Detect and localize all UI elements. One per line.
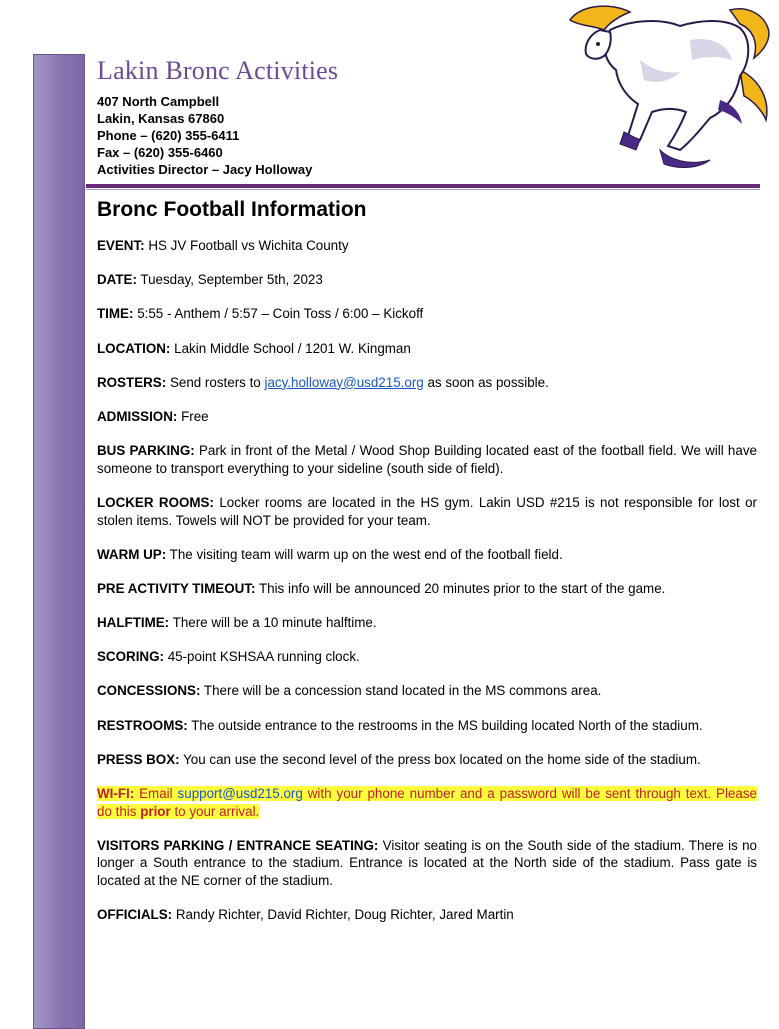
time-value: 5:55 - Anthem / 5:57 – Coin Toss / 6:00 – Kickoff (137, 306, 424, 322)
wifi-line (97, 785, 757, 820)
date-label: DATE: (97, 272, 137, 288)
org-title-text: Lakin Bronc Activities (97, 56, 339, 85)
scoring-label: SCORING: (97, 649, 164, 665)
visitors-line (97, 837, 757, 890)
wifi-email-link[interactable]: support@usd215.org (177, 786, 303, 801)
press-box-label: PRESS BOX: (97, 751, 180, 767)
location-line (97, 340, 757, 358)
press-box-value: You can use the second level of the press box located on the home side of the stadium. (183, 751, 701, 767)
pre-activity-label: PRE ACTIVITY TIMEOUT: (97, 580, 256, 596)
rosters-line (97, 374, 757, 392)
locker-rooms-label: LOCKER ROOMS: (97, 494, 214, 510)
location-label: LOCATION: (97, 340, 171, 356)
event-label: EVENT: (97, 238, 145, 253)
officials-line (97, 906, 757, 924)
address-block (97, 93, 312, 178)
address-city: Lakin, Kansas 67860 (97, 111, 225, 126)
visitors-value: Visitor seating is on the South side of the stadium. There is no longer a South entrance to the stadium. Entrance is located at the North side of the stadium. Pass gate is located at the NE corner of the stadium. (97, 837, 757, 888)
scoring-value: 45-point KSHSAA running clock. (167, 649, 360, 665)
restrooms-line (97, 717, 757, 735)
time-label: TIME: (97, 306, 134, 322)
locker-rooms-line (97, 494, 757, 529)
visitors-label: VISITORS PARKING / ENTRANCE SEATING: (97, 837, 379, 853)
address-fax: Fax – (620) 355-6460 (97, 145, 223, 160)
warm-up-label: WARM UP: (97, 546, 167, 562)
pre-activity-value: This info will be announced 20 minutes prior to the start of the game. (258, 580, 666, 596)
org-title (97, 56, 338, 86)
header-divider (86, 184, 760, 188)
locker-rooms-value: Locker rooms are located in the HS gym. Lakin USD #215 is not responsible for lost or stolen items. Towels will NOT be provided for your team. (97, 494, 757, 528)
concessions-line (97, 682, 757, 700)
address-phone: Phone – (620) 355-6411 (97, 128, 240, 143)
pre-activity-line (97, 580, 757, 598)
event-line (97, 237, 757, 255)
date-value: Tuesday, September 5th, 2023 (140, 272, 323, 288)
wifi-pre: Email (139, 786, 173, 801)
warm-up-value: The visiting team will warm up on the west end of the football field. (169, 546, 563, 562)
document-heading: Bronc Football Information (97, 198, 367, 221)
officials-value: Randy Richter, David Richter, Doug Richter, Jared Martin (175, 907, 514, 923)
press-box-line (97, 751, 757, 769)
bus-parking-line (97, 442, 757, 477)
scoring-line (97, 648, 757, 666)
restrooms-label: RESTROOMS: (97, 717, 188, 733)
event-value: HS JV Football vs Wichita County (148, 238, 349, 253)
admission-value: Free (181, 408, 209, 424)
time-line (97, 305, 757, 323)
admission-line (97, 408, 757, 426)
bronco-horse-icon (540, 0, 779, 172)
halftime-value: There will be a 10 minute halftime. (172, 615, 377, 631)
rosters-email-link[interactable]: jacy.holloway@usd215.org (264, 374, 424, 390)
halftime-label: HALFTIME: (97, 615, 170, 631)
rosters-label: ROSTERS: (97, 374, 167, 390)
admission-label: ADMISSION: (97, 408, 178, 424)
address-director: Activities Director – Jacy Holloway (97, 162, 313, 177)
header-divider-thin (86, 189, 760, 190)
concessions-label: CONCESSIONS: (97, 683, 201, 699)
document-body (97, 197, 757, 940)
side-decorative-bar (33, 54, 85, 1029)
date-line (97, 271, 757, 289)
halftime-line (97, 614, 757, 632)
wifi-post: to your arrival. (174, 803, 260, 819)
bus-parking-label: BUS PARKING: (97, 443, 195, 459)
officials-label: OFFICIALS: (97, 907, 173, 923)
rosters-post: as soon as possible. (427, 374, 549, 390)
concessions-value: There will be a concession stand located in the MS commons area. (203, 683, 602, 699)
restrooms-value: The outside entrance to the restrooms in the MS building located North of the stadium. (191, 717, 703, 733)
rosters-pre: Send rosters to (169, 374, 261, 390)
location-value: Lakin Middle School / 1201 W. Kingman (174, 340, 411, 356)
warm-up-line (97, 546, 757, 564)
wifi-label: WI-FI: (97, 786, 135, 801)
wifi-highlight (97, 786, 757, 819)
wifi-bold: prior (140, 803, 171, 819)
address-street: 407 North Campbell (97, 94, 220, 109)
wifi-mid: with your phone number and a password will be sent through text. Please do this (97, 786, 757, 819)
bus-parking-value: Park in front of the Metal / Wood Shop Building located east of the football field. We will have someone to transport everything to your sideline (south side of field). (97, 443, 757, 476)
